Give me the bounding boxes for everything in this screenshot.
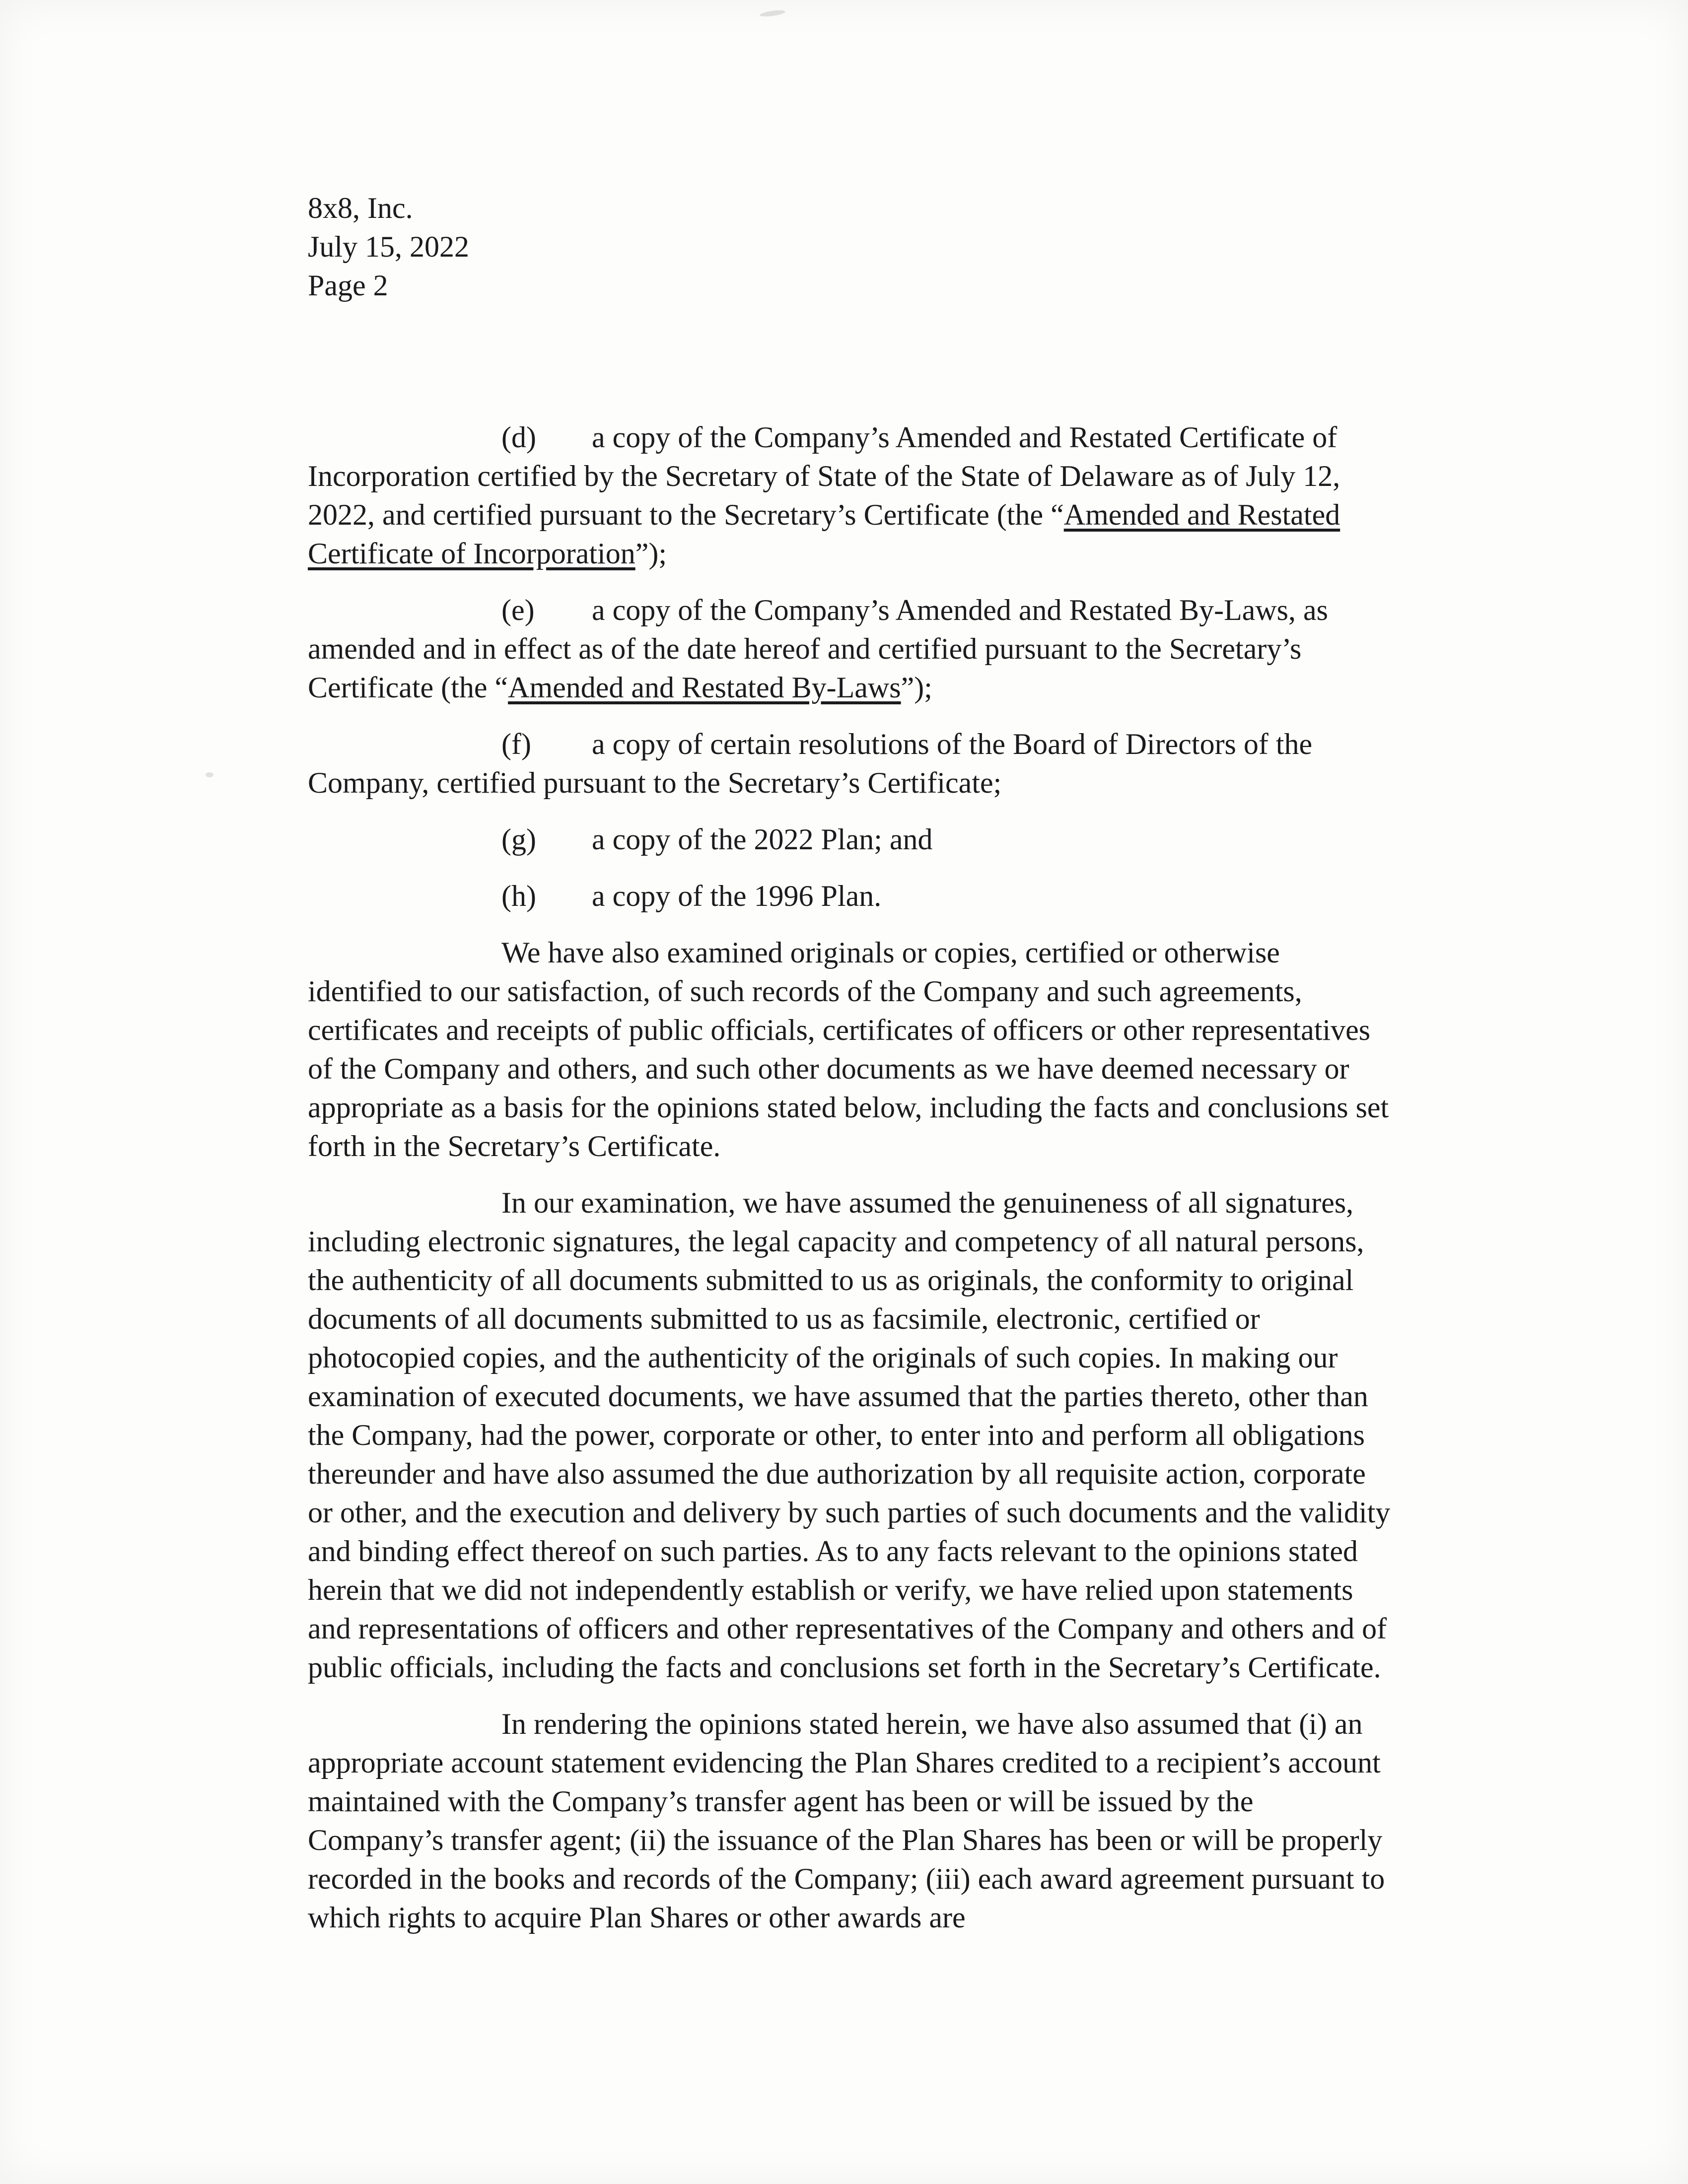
paragraph-examination-assumptions: In our examination, we have assumed the genuineness of all signatures, including electronic signatures, the legal capacity and competency of all natural persons, the authenticity of all documents submitted to us as originals, the conformity to original documents of all documents submitted to us as facsimile, electronic, certified or photocopied copies, and the authenticity of the originals of such copies. In making our examination of executed documents, we have assumed that the parties thereto, other than the Company, had the power, corporate or other, to enter into and perform all obligations thereunder and have also assumed the due authorization by all requisite action, corporate or other, and the execution and delivery by such parties of such documents and the validity and binding effect thereof on such parties. As to any facts relevant to the opinions stated herein that we did not independently establish or verify, we have relied upon statements and representations of officers and other representatives of the Company and others and of public officials, including the facts and conclusions set forth in the Secretary’s Certificate. — [308, 1186, 1391, 1684]
item-e-text: a copy of the Company’s Amended and Restated By-Laws, as amended and in effect as of the date hereof and certified pursuant to the Secretary’s Certificate (the “ — [308, 594, 1329, 704]
page-number: Page 2 — [308, 269, 388, 302]
item-label-e: (e) — [501, 594, 535, 626]
list-item-g — [308, 820, 1393, 859]
list-item-e — [308, 591, 1393, 707]
item-d-text: a copy of the Company’s Amended and Restated Certificate of Incorporation certified by the Secretary of State of the State of Delaware as of July 12, 2022, and certified pursuant to the Secretary’s Certificate (the “ — [308, 421, 1340, 531]
item-g-text: a copy of the 2022 Plan; and — [592, 823, 933, 856]
item-d-text-after: ”); — [635, 537, 667, 570]
list-item-f — [308, 725, 1393, 802]
item-label-h: (h) — [501, 880, 536, 912]
defined-term-by-laws: Amended and Restated By-Laws — [508, 671, 901, 704]
defined-term-certificate-of-incorporation: Amended and Restated Certificate of Incorporation — [308, 498, 1340, 570]
item-label-d: (d) — [501, 421, 536, 454]
paragraph-examined: We have also examined originals or copies, certified or otherwise identified to our satisfaction, of such records of the Company and such agreements, certificates and receipts of public officials, certificates of officers or other representatives of the Company and others, and such other documents as we have deemed necessary or appropriate as a basis for the opinions stated below, including the facts and conclusions set forth in the Secretary’s Certificate. — [308, 936, 1389, 1162]
item-e-text-after: ”); — [901, 671, 932, 704]
scan-artifact-top — [760, 9, 786, 17]
item-label-f: (f) — [501, 728, 531, 760]
list-item-h — [308, 877, 1393, 915]
paragraph-rendering-assumptions: In rendering the opinions stated herein, we have also assumed that (i) an appropriate account statement evidencing the Plan Shares credited to a recipient’s account maintained with the Company’s transfer agent has been or will be issued by the Company’s transfer agent; (ii) the issuance of the Plan Shares has been or will be properly recorded in the books and records of the Company; (iii) each award agreement pursuant to which rights to acquire Plan Shares or other awards are — [308, 1707, 1385, 1934]
item-f-text: a copy of certain resolutions of the Board of Directors of the Company, certified pursuant to the Secretary’s Certificate; — [308, 728, 1313, 799]
company-name: 8x8, Inc. — [308, 192, 413, 224]
letter-date: July 15, 2022 — [308, 230, 470, 263]
letter-body — [308, 189, 1393, 1937]
letterhead-block — [308, 189, 1393, 305]
item-h-text: a copy of the 1996 Plan. — [592, 880, 882, 912]
item-label-g: (g) — [501, 823, 536, 856]
list-item-d — [308, 418, 1393, 573]
scan-artifact-left — [206, 772, 213, 777]
